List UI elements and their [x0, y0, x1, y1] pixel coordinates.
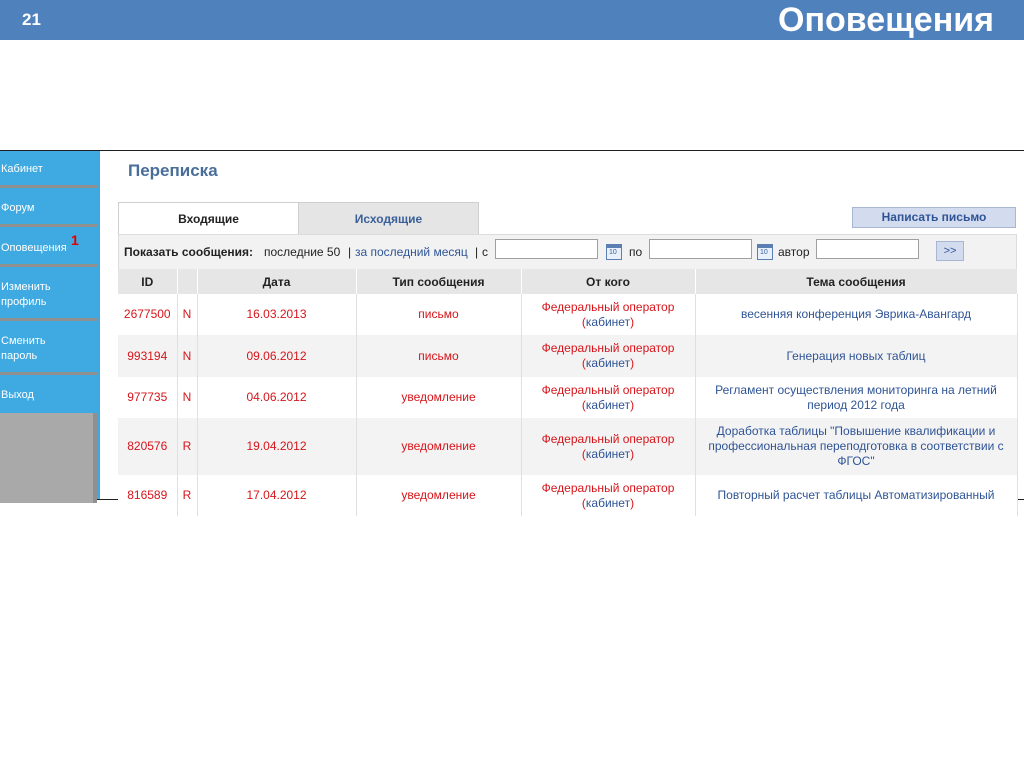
date-to-input[interactable] [649, 239, 752, 259]
message-status: N [177, 294, 197, 335]
sidebar-divider [0, 224, 97, 227]
filter-last-month-link[interactable]: за последний месяц [355, 245, 468, 259]
message-subject[interactable]: Генерация новых таблиц [695, 335, 1017, 377]
message-id[interactable]: 993194 [118, 335, 177, 377]
sender-cabinet-link[interactable]: кабинет [585, 356, 631, 370]
write-letter-button[interactable]: Написать письмо [852, 207, 1016, 228]
message-sender [521, 418, 695, 475]
filter-author-label: автор [778, 245, 810, 259]
sidebar-divider [0, 318, 97, 321]
message-date: 09.06.2012 [197, 335, 356, 377]
message-date: 19.04.2012 [197, 418, 356, 475]
sender-paren: ( [581, 495, 586, 510]
filter-bar [118, 234, 1017, 270]
sidebar-item-cabinet[interactable]: Кабинет [1, 163, 43, 175]
slide-title: Оповещения [778, 1, 994, 39]
message-subject[interactable]: Регламент осуществления мониторинга на летний период 2012 года [695, 377, 1017, 418]
sender-name: Федеральный оператор [541, 382, 675, 397]
message-subject[interactable]: весенняя конференция Эврика-Авангард [695, 294, 1017, 335]
table-header-row [118, 269, 1017, 294]
sidebar-item-edit-profile[interactable]: Изменить профиль [1, 281, 51, 308]
table-row[interactable] [118, 475, 1017, 516]
sender-cabinet-link[interactable]: кабинет [585, 446, 631, 461]
message-id[interactable]: 977735 [118, 377, 177, 418]
sender-name: Федеральный оператор [541, 431, 675, 446]
sidebar-item-logout[interactable]: Выход [1, 389, 34, 401]
sender-cabinet-link[interactable]: кабинет [585, 397, 631, 412]
message-status: N [177, 335, 197, 377]
page-title: Переписка [128, 161, 218, 180]
table-row[interactable] [118, 294, 1017, 335]
main-content [101, 151, 1024, 510]
sidebar-gray-panel [0, 413, 97, 503]
table-row[interactable] [118, 335, 1017, 377]
date-from-input[interactable] [495, 239, 598, 259]
column-header-type[interactable]: Тип сообщения [356, 269, 521, 294]
message-sender [521, 294, 695, 335]
sender-paren: ) [630, 495, 635, 510]
sender-paren: ) [630, 314, 635, 329]
app-screenshot [0, 150, 1024, 510]
filter-last50[interactable]: последние 50 [264, 245, 341, 259]
sender-paren: ) [630, 446, 635, 461]
filter-label: Показать сообщения: [124, 245, 254, 259]
column-header-from[interactable]: От кого [521, 269, 695, 294]
filter-separator: | [475, 245, 479, 259]
sidebar-item-label: Оповещения [1, 242, 67, 254]
filter-from-label: с [482, 245, 488, 259]
message-sender [521, 377, 695, 418]
sidebar [0, 151, 100, 499]
message-subject[interactable]: Доработка таблицы "Повышение квалификации и профессиональная переподготовка в соответствии с ФГОС" [695, 418, 1017, 475]
message-type: письмо [356, 294, 521, 335]
table-row[interactable] [118, 377, 1017, 418]
message-type: уведомление [356, 475, 521, 516]
message-subject[interactable]: Повторный расчет таблицы Автоматизированный [695, 475, 1017, 516]
sender-name: Федеральный оператор [541, 341, 675, 355]
slide-number: 21 [22, 10, 41, 29]
slide-header [0, 0, 1024, 40]
calendar-icon[interactable]: 10 [606, 244, 622, 260]
filter-separator: | [348, 245, 352, 259]
message-sender [521, 475, 695, 516]
message-type: письмо [356, 335, 521, 377]
filter-to-label: по [629, 245, 643, 259]
message-date: 17.04.2012 [197, 475, 356, 516]
sender-name: Федеральный оператор [541, 299, 675, 314]
apply-filter-button[interactable]: >> [936, 241, 964, 261]
sender-paren: ) [630, 397, 635, 412]
column-header-subject[interactable]: Тема сообщения [695, 269, 1017, 294]
sender-paren: ( [581, 446, 586, 461]
sender-paren: ( [581, 356, 586, 370]
sender-name: Федеральный оператор [541, 480, 675, 495]
sender-paren: ( [581, 314, 586, 329]
message-id[interactable]: 820576 [118, 418, 177, 475]
notification-count-badge: 1 [71, 232, 79, 248]
author-input[interactable] [816, 239, 919, 259]
message-status: N [177, 377, 197, 418]
message-sender [521, 335, 695, 377]
sidebar-item-forum[interactable]: Форум [1, 202, 35, 214]
column-header-id[interactable]: ID [118, 269, 177, 294]
sender-cabinet-link[interactable]: кабинет [585, 314, 631, 329]
calendar-icon[interactable]: 10 [757, 244, 773, 260]
tab-outbox[interactable]: Исходящие [298, 202, 479, 235]
message-date: 16.03.2013 [197, 294, 356, 335]
sidebar-divider [0, 264, 97, 267]
message-date: 04.06.2012 [197, 377, 356, 418]
sidebar-divider [0, 185, 97, 188]
message-id[interactable]: 816589 [118, 475, 177, 516]
message-status: R [177, 418, 197, 475]
column-header-status [177, 269, 197, 294]
sidebar-item-change-password[interactable]: Сменить пароль [1, 335, 46, 362]
message-type: уведомление [356, 418, 521, 475]
messages-table [118, 269, 1018, 516]
sidebar-item-notifications[interactable] [0, 232, 98, 256]
table-row[interactable] [118, 418, 1017, 475]
sidebar-divider [0, 372, 97, 375]
message-type: уведомление [356, 377, 521, 418]
sender-paren: ( [581, 397, 586, 412]
sender-cabinet-link[interactable]: кабинет [585, 495, 631, 510]
column-header-date[interactable]: Дата [197, 269, 356, 294]
sender-paren: ) [630, 356, 635, 370]
message-status: R [177, 475, 197, 516]
tab-inbox[interactable]: Входящие [118, 202, 299, 235]
message-id[interactable]: 2677500 [118, 294, 177, 335]
